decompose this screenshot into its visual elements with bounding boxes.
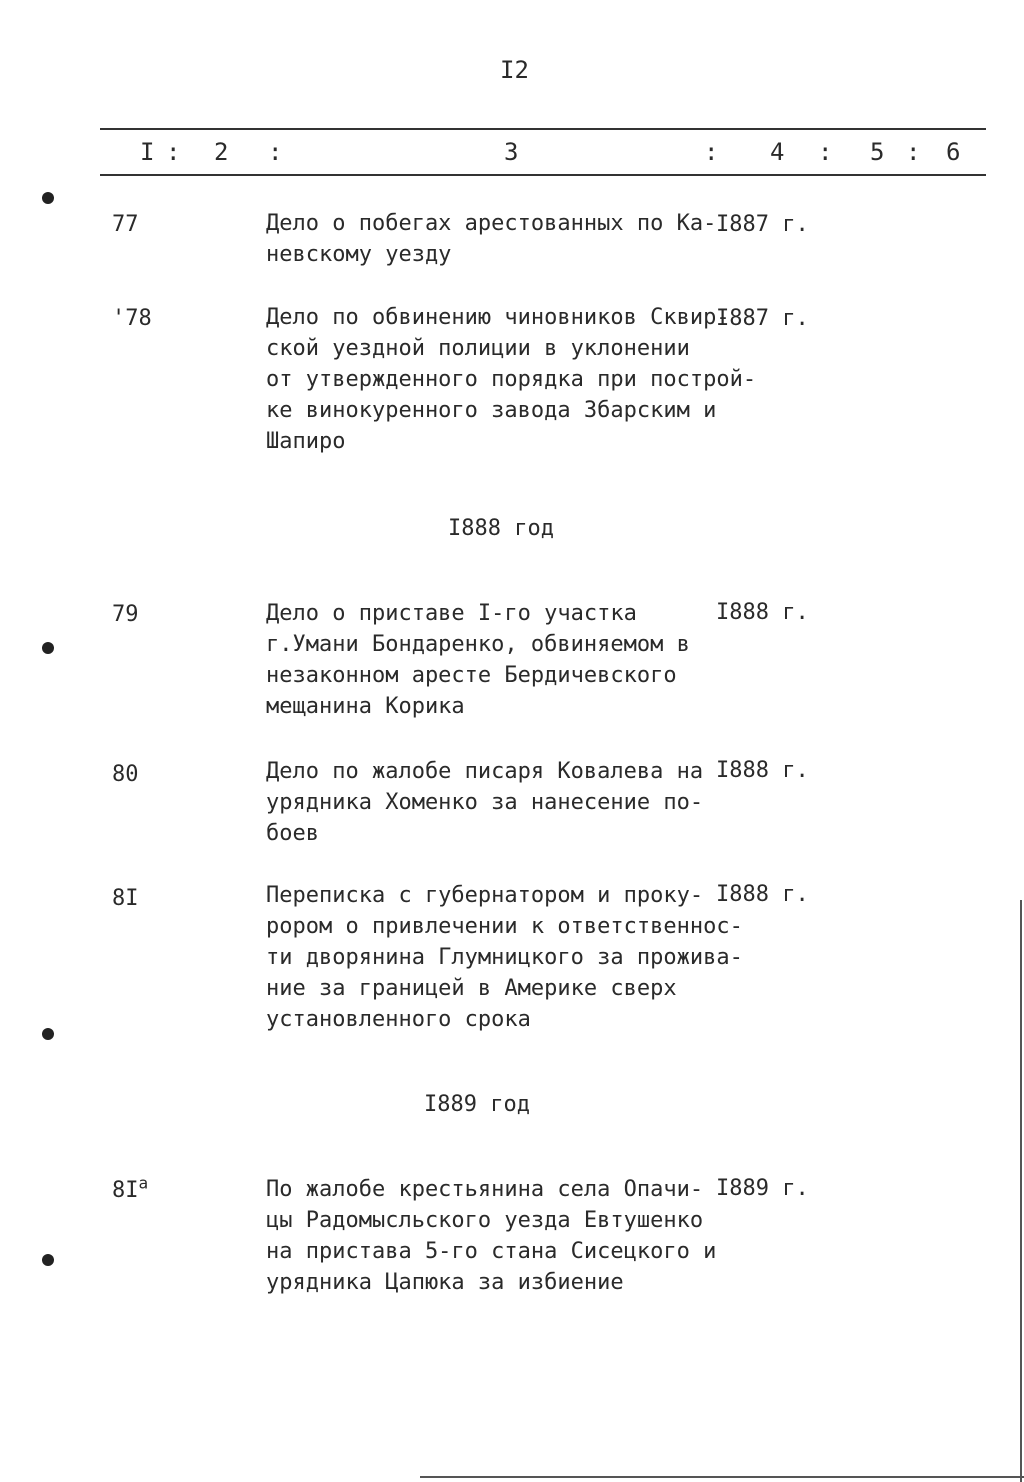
entry-line: Переписка с губернатором и проку- (266, 883, 704, 908)
column-header-4: 4 (770, 138, 785, 166)
entry-description (266, 598, 690, 722)
entry-date: I887 г. (716, 306, 809, 331)
entry-line: ской уездной полиции в уклонении (266, 336, 690, 361)
entry-date: I888 г. (716, 882, 809, 907)
entry-line: установленного срока (266, 1007, 531, 1032)
page-number: I2 (500, 56, 529, 84)
entry-line: незаконном аресте Бердичевского (266, 663, 677, 688)
column-header-1: I (140, 138, 155, 166)
scan-edge-bottom (420, 1476, 1024, 1478)
column-separator: : (818, 138, 833, 166)
entry-date: I888 г. (716, 600, 809, 625)
punch-hole (42, 642, 54, 654)
entry-line: от утвержденного порядка при построй- (266, 367, 757, 392)
entry-line: мещанина Корика (266, 694, 465, 719)
entry-line: цы Радомысльского уезда Евтушенко (266, 1208, 704, 1233)
column-header-2: 2 (214, 138, 229, 166)
entry-line: урядника Цапюка за избиение (266, 1270, 624, 1295)
entry-description (266, 302, 756, 457)
entry-line: г.Умани Бондаренко, обвиняемом в (266, 632, 690, 657)
entry-description (266, 208, 716, 270)
entry-number: 77 (112, 212, 139, 237)
entry-line: Дело о побегах арестованных по Ка- (266, 211, 717, 236)
entry-line: Шапиро (266, 429, 346, 454)
header-rule-top (100, 128, 986, 130)
year-heading-1888: I888 год (448, 516, 554, 541)
entry-date: I887 г. (716, 212, 809, 237)
entry-line: Дело о приставе I-го участка (266, 601, 637, 626)
entry-number: '78 (112, 306, 152, 331)
column-separator: : (704, 138, 719, 166)
entry-line: Дело по жалобе писаря Ковалева на (266, 759, 704, 784)
entry-date: I888 г. (716, 758, 809, 783)
punch-hole (42, 192, 54, 204)
entry-line: По жалобе крестьянина села Опачи- (266, 1177, 704, 1202)
entry-line: ние за границей в Америке сверх (266, 976, 677, 1001)
punch-hole (42, 1028, 54, 1040)
entry-line: ке винокуренного завода Збарским и (266, 398, 717, 423)
entry-description (266, 880, 743, 1035)
entry-description (266, 756, 703, 849)
column-separator: : (906, 138, 921, 166)
entry-number-main: 8I (112, 1178, 139, 1203)
year-heading-1889: I889 год (424, 1092, 530, 1117)
entry-number: 80 (112, 762, 139, 787)
column-separator: : (268, 138, 283, 166)
punch-hole (42, 1254, 54, 1266)
column-header-5: 5 (870, 138, 885, 166)
entry-number: 8I (112, 886, 139, 911)
entry-line: Дело по обвинению чиновников Сквир- (266, 305, 730, 330)
column-header-3: 3 (504, 138, 519, 166)
entry-line: рором о привлечении к ответственнос- (266, 914, 743, 939)
header-rule-bottom (100, 174, 986, 176)
scan-edge-right (1020, 900, 1022, 1482)
entry-number-superscript: a (138, 1173, 149, 1193)
entry-description (266, 1174, 716, 1298)
entry-line: невскому уезду (266, 242, 452, 267)
entry-line: урядника Хоменко за нанесение по- (266, 790, 704, 815)
entry-number: 79 (112, 602, 139, 627)
entry-line: на пристава 5-го стана Сисецкого и (266, 1239, 717, 1264)
entry-line: ти дворянина Глумницкого за прожива- (266, 945, 743, 970)
column-header-6: 6 (946, 138, 961, 166)
entry-number (112, 1173, 149, 1203)
entry-line: боев (266, 821, 319, 846)
entry-date: I889 г. (716, 1176, 809, 1201)
column-separator: : (166, 138, 181, 166)
